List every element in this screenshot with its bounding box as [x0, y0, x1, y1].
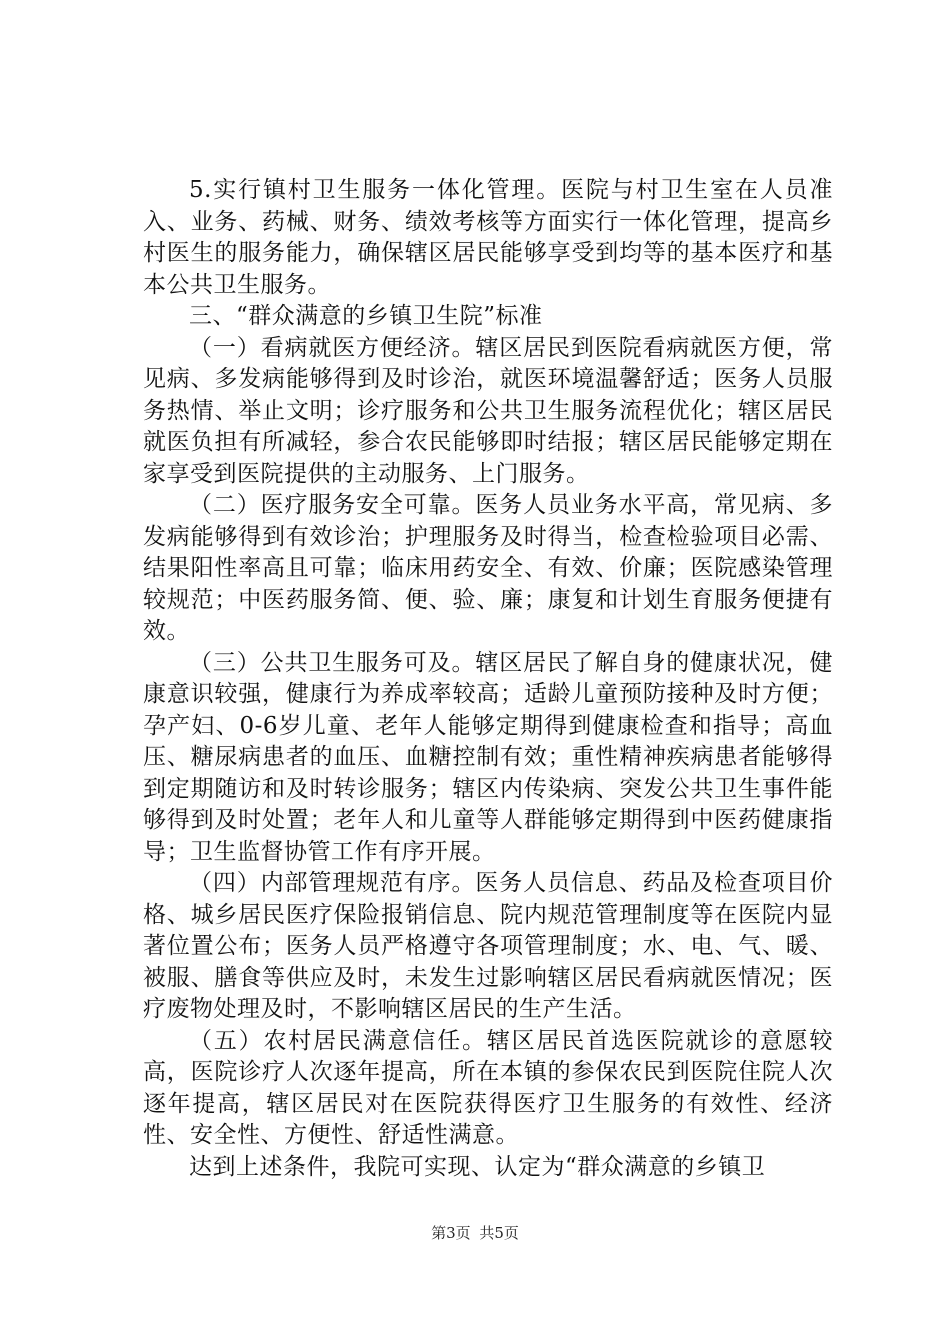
paragraph-standard-4: （四）内部管理规范有序。医务人员信息、药品及检查项目价格、城乡居民医疗保险报销信息、院内规范管理制度等在医院内显著位置公布；医务人员严格遵守各项管理制度；水、电、气、暖、被服、膳食等供应及时，未发生过影响辖区居民看病就医情况；医疗废物处理及时，不影响辖区居民的生产生活。 — [143, 870, 833, 1022]
paragraph-standard-3: （三）公共卫生服务可及。辖区居民了解自身的健康状况，健康意识较强，健康行为养成率较高；适龄儿童预防接种及时方便；孕产妇、0-6岁儿童、老年人能够定期得到健康检查和指导；高血压、糖尿病患者的血压、血糖控制有效；重性精神疾病患者能够得到定期随访和及时转诊服务；辖区内传染病、突发公共卫生事件能够得到及时处置；老年人和儿童等人群能够定期得到中医药健康指导；卫生监督协管工作有序开展。 — [143, 649, 833, 865]
document-body — [143, 175, 833, 1183]
page-footer — [0, 1222, 950, 1243]
paragraph-conclusion: 达到上述条件，我院可实现、认定为“群众满意的乡镇卫 — [189, 1153, 766, 1180]
paragraph-standard-1: （一）看病就医方便经济。辖区居民到医院看病就医方便，常见病、多发病能够得到及时诊治，就医环境温馨舒适；医务人员服务热情、举止文明；诊疗服务和公共卫生服务流程优化；辖区居民就医负担有所减轻，参合农民能够即时结报；辖区居民能够定期在家享受到医院提供的主动服务、上门服务。 — [143, 334, 833, 487]
paragraph-item-5: 5.实行镇村卫生服务一体化管理。医院与村卫生室在人员准入、业务、药械、财务、绩效考核等方面实行一体化管理，提高乡村医生的服务能力，确保辖区居民能够享受到均等的基本医疗和基本公共卫生服务。 — [143, 177, 833, 298]
paragraph-standard-5: （五）农村居民满意信任。辖区居民首选医院就诊的意愿较高，医院诊疗人次逐年提高，所在本镇的参保农民到医院住院人次逐年提高，辖区居民对在医院获得医疗卫生服务的有效性、经济性、安全性、方便性、舒适性满意。 — [143, 1027, 833, 1148]
page-total: 共5页 — [479, 1224, 519, 1242]
section-heading-3: 三、“群众满意的乡镇卫生院”标准 — [189, 303, 543, 329]
page-number: 第3页 — [431, 1224, 471, 1242]
paragraph-standard-2: （二）医疗服务安全可靠。医务人员业务水平高，常见病、多发病能够得到有效诊治；护理服务及时得当，检查检验项目必需、结果阳性率高且可靠；临床用药安全、有效、价廉；医院感染管理较规范；中医药服务简、便、验、廉；康复和计划生育服务便捷有效。 — [143, 492, 833, 644]
